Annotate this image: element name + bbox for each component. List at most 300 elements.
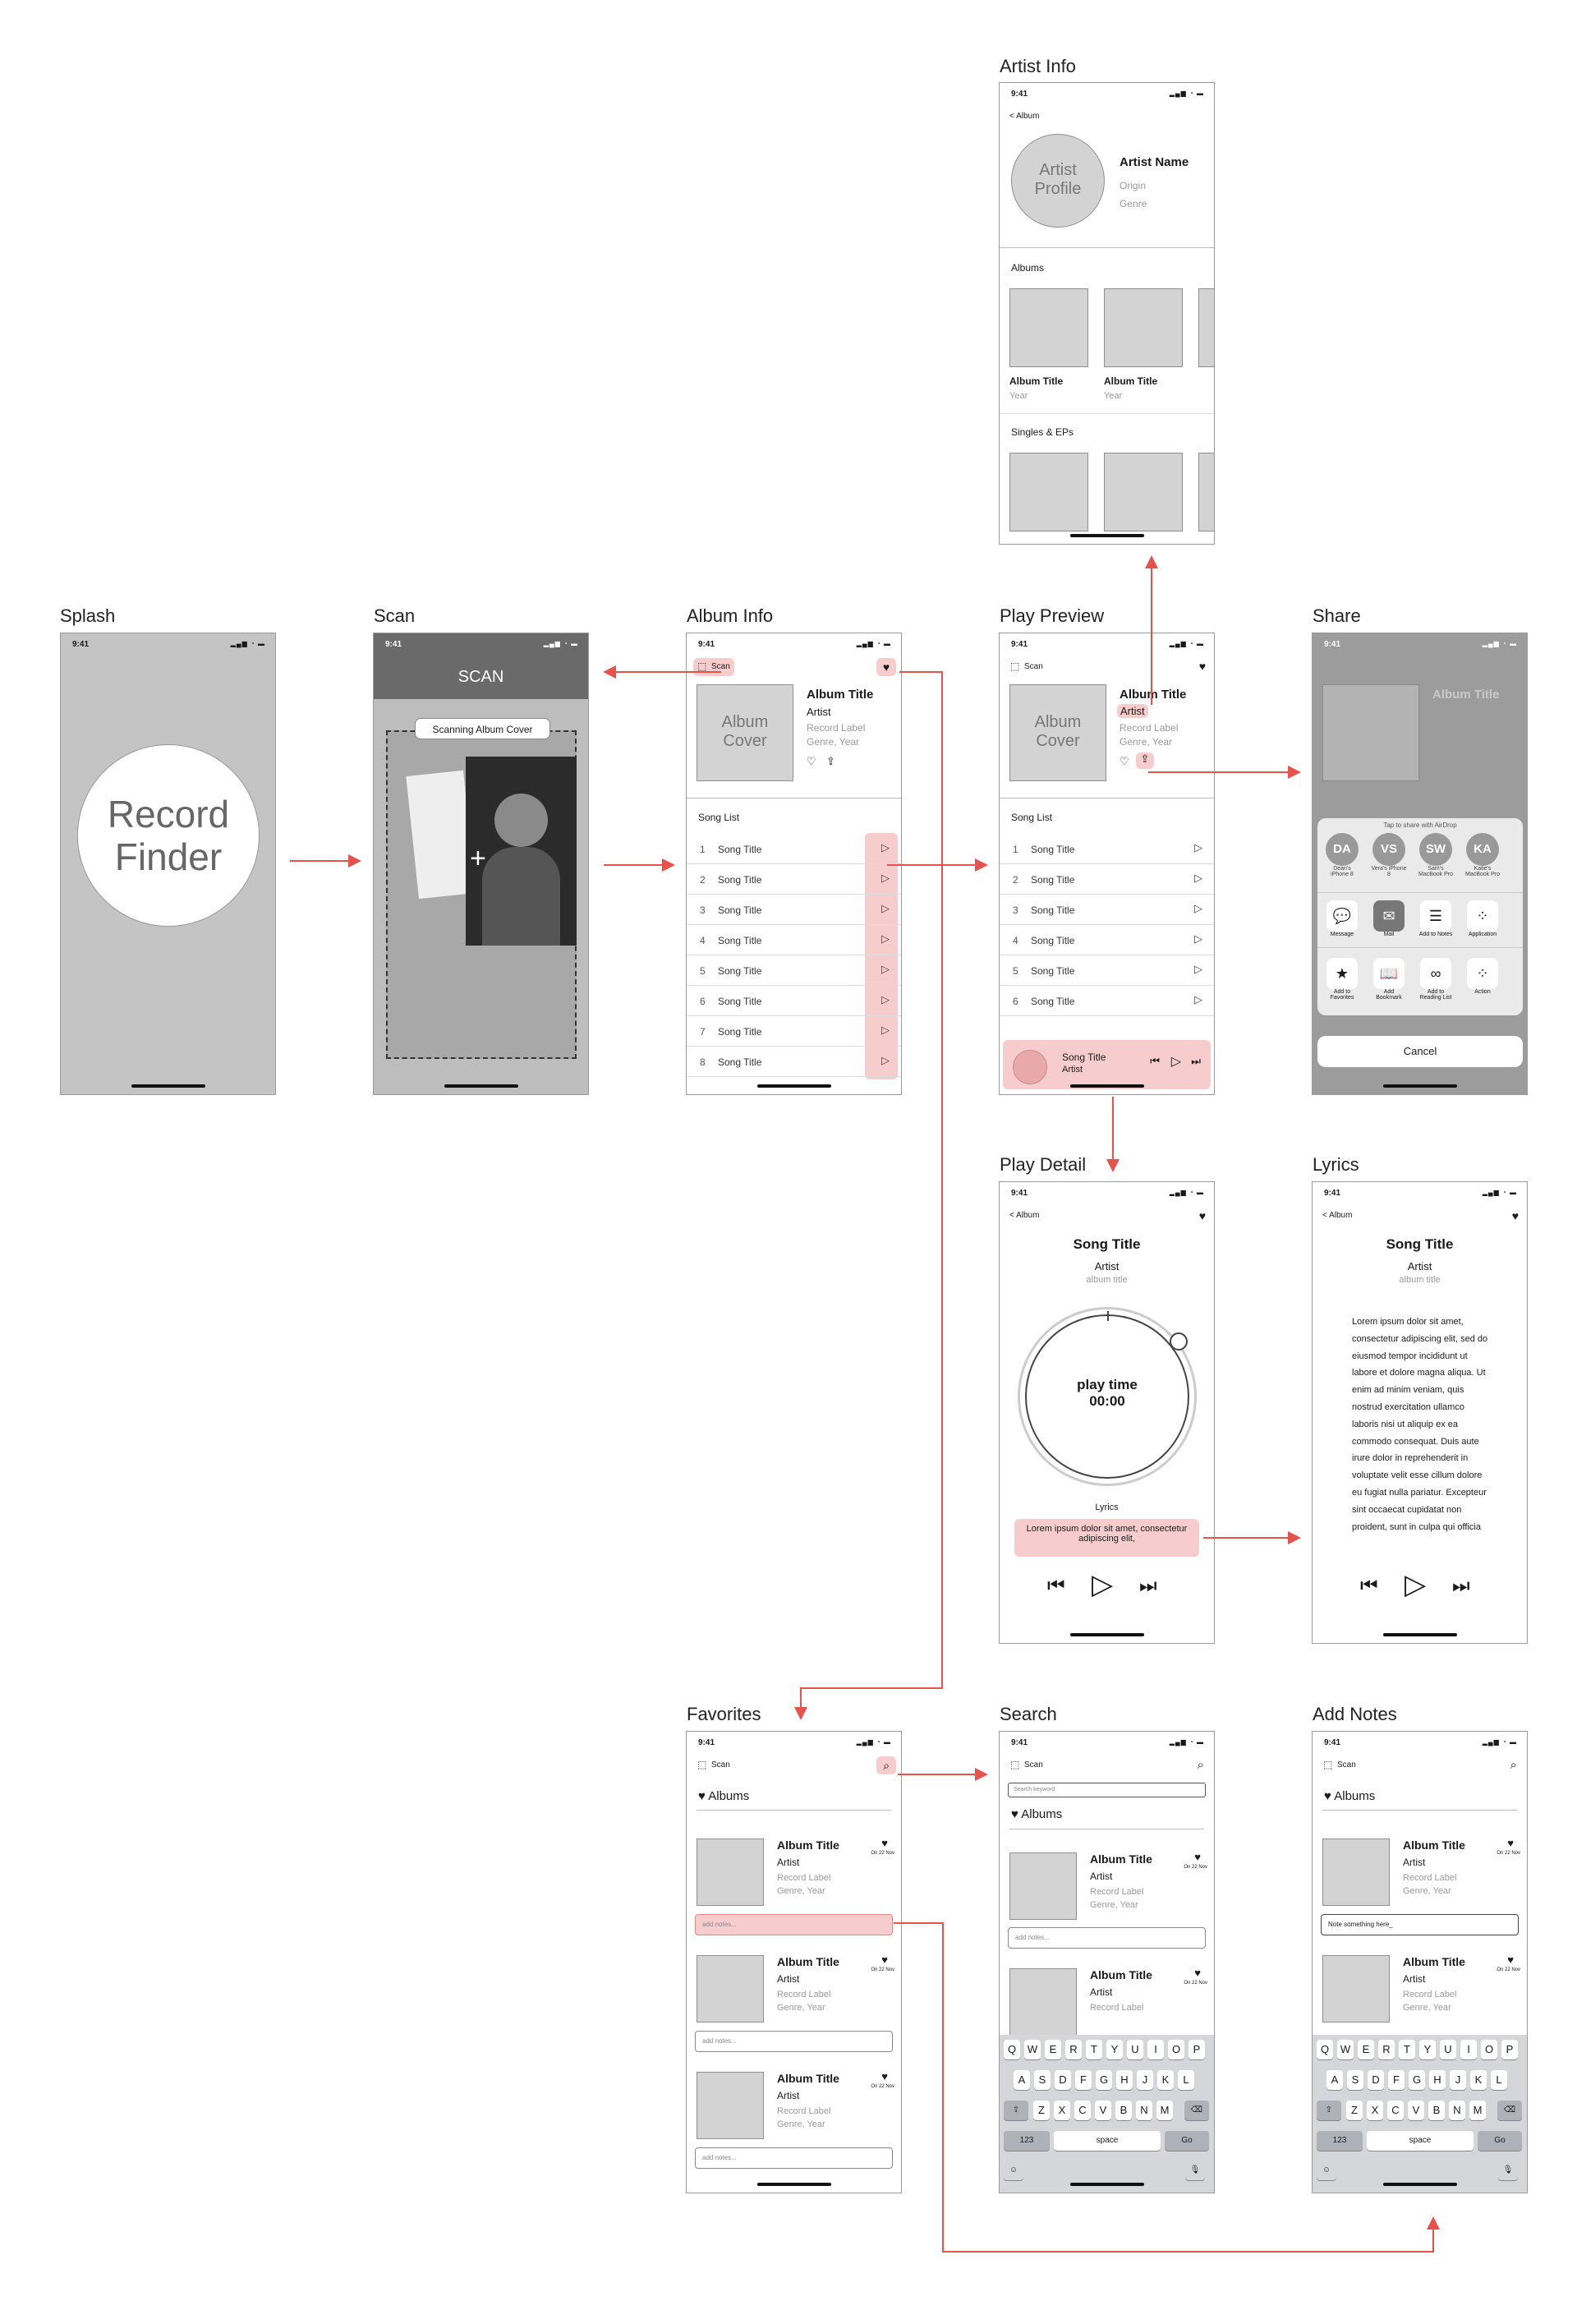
album-title: Album Title: [1104, 375, 1158, 387]
key-h[interactable]: H: [1429, 2070, 1446, 2090]
status-icons: ▂▄▆ ◔ ▬: [543, 640, 578, 647]
status-time: 9:41: [1324, 1738, 1341, 1747]
key-x[interactable]: X: [1367, 2101, 1383, 2120]
shift-key[interactable]: ⇧: [1317, 2101, 1341, 2120]
song-row[interactable]: 4 Song Title ▷: [1000, 924, 1214, 955]
song-row[interactable]: 7 Song Title ▷: [687, 1015, 901, 1047]
album-title: Album Title: [1090, 1852, 1152, 1866]
favorites-header: [1011, 1807, 1062, 1821]
home-indicator: [1070, 2183, 1144, 2186]
album-thumb[interactable]: [697, 2072, 764, 2139]
home-indicator: [1383, 2183, 1457, 2186]
key-i[interactable]: I: [1147, 2040, 1164, 2059]
album-thumb[interactable]: [1198, 288, 1215, 367]
single-thumb[interactable]: [1104, 453, 1183, 532]
add-notes-field[interactable]: add notes...: [695, 2031, 893, 2052]
play-preview-screen: [999, 633, 1215, 1095]
key-s[interactable]: S: [1347, 2070, 1363, 2090]
key-o[interactable]: O: [1168, 2040, 1184, 2059]
share-app[interactable]: [1371, 900, 1407, 937]
label-search: Search: [1000, 1704, 1057, 1724]
share-app[interactable]: [1324, 900, 1360, 937]
mail-icon: ✉: [1373, 900, 1405, 932]
home-indicator: [1070, 1084, 1144, 1088]
splash-logo: [77, 744, 260, 927]
favorite-heart-icon[interactable]: ♥: [881, 2070, 888, 2082]
cancel-button[interactable]: Cancel: [1317, 1036, 1523, 1067]
key-w[interactable]: W: [1337, 2040, 1354, 2059]
shift-key[interactable]: ⇧: [1004, 2101, 1028, 2120]
song-row[interactable]: 8 Song Title ▷: [687, 1046, 901, 1077]
scan-viewfinder[interactable]: [386, 730, 577, 1059]
key-p[interactable]: P: [1188, 2040, 1205, 2059]
next-icon[interactable]: ⏭: [1139, 1575, 1157, 1597]
album-thumb[interactable]: [697, 1838, 764, 1906]
next-icon[interactable]: ⏭: [1452, 1575, 1470, 1597]
song-row[interactable]: 6 Song Title ▷: [1000, 985, 1214, 1016]
key-a[interactable]: A: [1014, 2070, 1030, 2090]
progress-start-mark: [1107, 1311, 1109, 1321]
album-title: Album Title: [1120, 688, 1187, 702]
divider: [1000, 413, 1214, 414]
record-label: Record Label: [777, 2106, 831, 2116]
album-thumb[interactable]: [697, 1955, 764, 2023]
status-icons: ▂▄▆ ◔ ▬: [856, 1738, 891, 1746]
song-row[interactable]: 1 Song Title ▷: [687, 833, 901, 864]
song-row[interactable]: 2 Song Title ▷: [687, 863, 901, 895]
genre-year: Genre, Year: [1120, 736, 1173, 748]
record-label: Record Label: [1090, 1887, 1144, 1897]
key-k[interactable]: K: [1157, 2070, 1174, 2090]
next-icon[interactable]: ⏭: [1191, 1055, 1201, 1067]
key-u[interactable]: U: [1127, 2040, 1143, 2059]
albums-heading: Albums: [1011, 262, 1045, 274]
scan-button[interactable]: [1006, 658, 1047, 676]
scan-button[interactable]: [693, 658, 734, 676]
label-lyrics: Lyrics: [1313, 1154, 1359, 1175]
play-icon: ▷: [881, 902, 890, 914]
add-notes-field[interactable]: add notes...: [1008, 1927, 1206, 1949]
favorite-date: On 22 Nov: [1184, 1865, 1207, 1870]
share-screen: [1312, 633, 1528, 1095]
share-app[interactable]: [1464, 900, 1501, 937]
play-icon: ▷: [1194, 963, 1202, 975]
favorite-date: On 22 Nov: [871, 2084, 894, 2089]
key-a[interactable]: A: [1326, 2070, 1343, 2090]
heart-icon: ♥: [698, 1789, 706, 1803]
play-time-value: 00:00: [1089, 1393, 1125, 1409]
numbers-key[interactable]: 123: [1317, 2131, 1363, 2151]
album-artist[interactable]: Artist: [807, 706, 831, 718]
key-f[interactable]: F: [1075, 2070, 1092, 2090]
share-action[interactable]: [1371, 958, 1407, 1001]
key-o[interactable]: O: [1481, 2040, 1497, 2059]
singles-heading: Singles & EPs: [1011, 426, 1074, 438]
song-row[interactable]: 5 Song Title ▷: [687, 955, 901, 986]
key-k[interactable]: K: [1470, 2070, 1487, 2090]
song-row[interactable]: 2 Song Title ▷: [1000, 863, 1214, 895]
song-list-title: Song List: [698, 812, 740, 823]
key-z[interactable]: Z: [1033, 2101, 1050, 2120]
album-artist: Artist: [1090, 1871, 1113, 1882]
song-album: album title: [1399, 1275, 1441, 1285]
key-d[interactable]: D: [1368, 2070, 1384, 2090]
song-row[interactable]: 1 Song Title ▷: [1000, 833, 1214, 864]
label-share: Share: [1313, 605, 1361, 626]
keyboard: [1000, 2035, 1214, 2193]
progress-ring[interactable]: [1018, 1307, 1197, 1486]
label-favorites: Favorites: [687, 1704, 761, 1724]
key-n[interactable]: N: [1136, 2101, 1152, 2120]
song-row[interactable]: 3 Song Title ▷: [1000, 894, 1214, 925]
status-icons: ▂▄▆ ◔ ▬: [1482, 1738, 1517, 1746]
key-l[interactable]: L: [1491, 2070, 1507, 2090]
previous-icon[interactable]: ⏮: [1150, 1055, 1160, 1067]
album-artist: Artist: [1403, 1973, 1426, 1985]
key-u[interactable]: U: [1440, 2040, 1456, 2059]
key-y[interactable]: Y: [1419, 2040, 1436, 2059]
album-title: Album Title: [777, 1838, 839, 1852]
key-p[interactable]: P: [1501, 2040, 1518, 2059]
album-artist[interactable]: Artist: [1117, 704, 1148, 718]
previous-icon[interactable]: ⏮: [1360, 1575, 1378, 1597]
single-thumb[interactable]: [1198, 453, 1215, 532]
album-thumb[interactable]: [1009, 1968, 1077, 2036]
key-j[interactable]: J: [1450, 2070, 1466, 2090]
favorite-heart-icon[interactable]: ♥: [876, 658, 896, 676]
scan-button-label: Scan: [1024, 662, 1043, 671]
microphone-icon[interactable]: 🎙: [1498, 2161, 1518, 2180]
like-icon[interactable]: ♡: [807, 755, 816, 767]
genre-year: Genre, Year: [777, 2119, 825, 2129]
genre-year: Genre, Year: [777, 1886, 825, 1896]
scan-icon: ⬚: [1323, 1759, 1333, 1770]
key-q[interactable]: Q: [1004, 2040, 1020, 2059]
play-icon: ▷: [1194, 872, 1202, 884]
profile-line1: Artist: [1039, 161, 1077, 179]
add-notes-field[interactable]: add notes...: [695, 2147, 893, 2169]
record-label: Record Label: [1090, 2003, 1144, 2013]
home-indicator: [1383, 1633, 1457, 1636]
album-thumb[interactable]: [1322, 1838, 1390, 1906]
song-row[interactable]: 6 Song Title ▷: [687, 985, 901, 1016]
status-time: 9:41: [1011, 1738, 1028, 1747]
album-year: Year: [1104, 391, 1123, 401]
home-indicator: [444, 1084, 518, 1088]
album-thumb[interactable]: [1322, 1955, 1390, 2023]
keyboard: [1313, 2035, 1527, 2193]
favorite-heart-icon[interactable]: ♥: [1198, 1209, 1206, 1222]
song-list-title: Song List: [1011, 812, 1053, 823]
album-thumb[interactable]: [1009, 288, 1088, 367]
airdrop-contact[interactable]: [1324, 833, 1360, 877]
song-row[interactable]: 5 Song Title ▷: [1000, 955, 1214, 986]
divider: [1322, 1810, 1517, 1811]
key-h[interactable]: H: [1116, 2070, 1133, 2090]
key-j[interactable]: J: [1137, 2070, 1153, 2090]
artist-genre: Genre: [1120, 198, 1147, 209]
status-icons: ▂▄▆ ◔ ▬: [1169, 1738, 1204, 1746]
favorites-header: [698, 1789, 749, 1803]
song-artist: Artist: [1407, 1260, 1432, 1272]
share-action[interactable]: [1418, 958, 1454, 1001]
status-time: 9:41: [385, 640, 402, 649]
genre-year: Genre, Year: [1403, 2003, 1451, 2013]
previous-icon[interactable]: ⏮: [1047, 1575, 1065, 1597]
artist-profile-image: [1011, 134, 1105, 228]
contact-name: Dean's iPhone 8: [1331, 866, 1354, 877]
scan-icon: ⬚: [1010, 660, 1020, 672]
share-action[interactable]: [1324, 958, 1360, 1001]
progress-knob[interactable]: [1170, 1332, 1188, 1351]
play-icon: ▷: [881, 993, 890, 1006]
notes-icon: ☰: [1420, 900, 1451, 932]
play-icon: ▷: [881, 1054, 890, 1066]
key-v[interactable]: V: [1408, 2101, 1424, 2120]
splash-title-1: Record: [107, 793, 230, 835]
album-year: Year: [1009, 391, 1028, 401]
key-s[interactable]: S: [1034, 2070, 1051, 2090]
favorites-header-label: Albums: [1021, 1807, 1063, 1821]
scan-icon: ⬚: [697, 1759, 707, 1770]
album-cover-line2: Cover: [1036, 732, 1080, 750]
add-notes-field[interactable]: add notes...: [695, 1914, 893, 1935]
search-icon[interactable]: ⌕: [1197, 1758, 1204, 1772]
album-cover: [697, 684, 793, 781]
favorite-heart-icon[interactable]: ♥: [1507, 1954, 1514, 1966]
mini-player-art: [1013, 1050, 1047, 1084]
mini-player-artist: Artist: [1062, 1065, 1083, 1075]
label-album-info: Album Info: [687, 605, 774, 626]
application-icon: ⁘: [1467, 900, 1498, 932]
album-thumb[interactable]: [1009, 1852, 1077, 1920]
share-icon[interactable]: ⇪: [826, 755, 835, 767]
key-e[interactable]: E: [1358, 2040, 1374, 2059]
favorite-heart-icon[interactable]: ♥: [881, 1837, 888, 1849]
share-icon[interactable]: ⇪: [1136, 752, 1154, 769]
genre-year: Genre, Year: [1090, 1900, 1138, 1910]
key-n[interactable]: N: [1449, 2101, 1465, 2120]
record-label: Record Label: [1120, 722, 1179, 734]
label-splash: Splash: [60, 605, 116, 626]
airdrop-contact[interactable]: [1464, 833, 1501, 877]
mini-player[interactable]: [1003, 1040, 1211, 1089]
key-r[interactable]: R: [1065, 2040, 1082, 2059]
record-label: Record Label: [777, 1873, 831, 1883]
favorites-header-label: Albums: [708, 1789, 750, 1803]
scan-button[interactable]: [1006, 1756, 1047, 1774]
contact-avatar: VS: [1372, 833, 1405, 866]
splash-screen: [60, 633, 276, 1095]
scan-button-label: Scan: [711, 662, 730, 671]
status-time: 9:41: [698, 1738, 715, 1747]
status-time: 9:41: [698, 640, 715, 649]
go-key[interactable]: Go: [1165, 2131, 1209, 2151]
record-label: Record Label: [1403, 1873, 1457, 1883]
key-t[interactable]: T: [1399, 2040, 1415, 2059]
play-icon[interactable]: ▷: [1092, 1569, 1114, 1600]
app-label: Message: [1330, 932, 1354, 937]
share-app[interactable]: [1418, 900, 1454, 937]
key-c[interactable]: C: [1387, 2101, 1404, 2120]
action-label: Action: [1474, 989, 1491, 995]
lyrics-body: Lorem ipsum dolor sit amet, consectetur adipiscing elit, sed do eiusmod tempor incididunt ut labore et dolore magna aliqua. Ut enim ad minim veniam, quis nostrud exercitation ullamco laboris nisi ut aliquip ex ea commodo consequat. Duis aute irure dolor in reprehenderit in voluptate velit esse cillum dolore eu fugiat nulla pariatur. Excepteur sint occaecat cupidatat non proident, sunt in culpa qui officia: [1352, 1317, 1488, 1532]
label-play-preview: Play Preview: [1000, 605, 1105, 626]
note-input[interactable]: Note something here_: [1321, 1914, 1519, 1935]
splash-title-2: Finder: [114, 835, 223, 878]
share-action[interactable]: [1464, 958, 1501, 995]
home-indicator: [757, 2183, 831, 2186]
play-icon: ▷: [881, 1024, 890, 1036]
key-b[interactable]: B: [1115, 2101, 1132, 2120]
search-icon[interactable]: ⌕: [876, 1756, 896, 1774]
favorite-heart-icon[interactable]: ♥: [1511, 1209, 1519, 1222]
label-add-notes: Add Notes: [1313, 1704, 1397, 1724]
scan-button[interactable]: [1319, 1756, 1360, 1774]
status-time: 9:41: [1011, 640, 1028, 649]
song-title: Song Title: [1386, 1236, 1454, 1252]
play-icon: ▷: [881, 963, 890, 975]
backspace-key[interactable]: ⌫: [1497, 2101, 1522, 2120]
search-screen: [999, 1731, 1215, 2193]
single-thumb[interactable]: [1009, 453, 1088, 532]
status-time: 9:41: [1011, 1189, 1028, 1198]
record-label: Record Label: [1403, 1990, 1457, 2000]
record-label: Record Label: [777, 1990, 831, 2000]
favorites-screen: [686, 1731, 902, 2193]
heart-icon: ♥: [1324, 1789, 1331, 1803]
status-icons: ▂▄▆ ◔ ▬: [1482, 640, 1517, 647]
space-key[interactable]: space: [1367, 2131, 1474, 2151]
label-artist-info: Artist Info: [1000, 56, 1076, 76]
divider: [1317, 892, 1523, 893]
key-e[interactable]: E: [1045, 2040, 1061, 2059]
key-r[interactable]: R: [1378, 2040, 1395, 2059]
favorite-date: On 22 Nov: [1497, 1967, 1520, 1972]
contact-avatar: DA: [1326, 833, 1359, 866]
scan-button-label: Scan: [1024, 1760, 1043, 1769]
album-artist: Artist: [777, 2090, 800, 2101]
key-w[interactable]: W: [1024, 2040, 1041, 2059]
song-album: album title: [1086, 1275, 1128, 1285]
back-button[interactable]: < Album: [1009, 1211, 1040, 1220]
back-button[interactable]: < Album: [1009, 112, 1040, 121]
key-q[interactable]: Q: [1317, 2040, 1333, 2059]
favorite-heart-icon[interactable]: ♥: [881, 1954, 888, 1966]
go-key[interactable]: Go: [1478, 2131, 1522, 2151]
favorite-date: On 22 Nov: [1184, 1981, 1207, 1986]
album-artist: Artist: [777, 1857, 800, 1868]
album-title: Album Title: [777, 1955, 839, 1968]
search-input[interactable]: Search keyword: [1008, 1783, 1206, 1797]
favorite-date: On 22 Nov: [871, 1967, 894, 1972]
microphone-icon[interactable]: 🎙: [1185, 2161, 1205, 2180]
back-button[interactable]: < Album: [1322, 1211, 1353, 1220]
numbers-key[interactable]: 123: [1004, 2131, 1050, 2151]
album-cover-line1: Album: [721, 713, 769, 731]
favorite-date: On 22 Nov: [871, 1851, 894, 1856]
favorite-heart-icon[interactable]: ♥: [1198, 660, 1206, 673]
backspace-key[interactable]: ⌫: [1184, 2101, 1209, 2120]
play-icon: ▷: [1194, 841, 1202, 854]
song-row[interactable]: 4 Song Title ▷: [687, 924, 901, 955]
emoji-icon[interactable]: ☺: [1004, 2161, 1023, 2180]
glasses-icon: ∞: [1420, 958, 1451, 989]
scan-button[interactable]: [693, 1756, 734, 1774]
key-y[interactable]: Y: [1106, 2040, 1123, 2059]
favorites-header-label: Albums: [1334, 1789, 1376, 1803]
key-d[interactable]: D: [1055, 2070, 1071, 2090]
key-v[interactable]: V: [1095, 2101, 1111, 2120]
action-icon: ⁘: [1467, 958, 1498, 989]
play-icon: ▷: [881, 872, 890, 884]
scan-icon: ⬚: [1010, 1759, 1020, 1770]
key-m[interactable]: M: [1469, 2101, 1486, 2120]
status-time: 9:41: [1011, 90, 1028, 99]
profile-line2: Profile: [1034, 180, 1082, 198]
contact-name: Vera's iPhone 8: [1371, 866, 1407, 877]
airdrop-contact[interactable]: [1371, 833, 1407, 877]
action-label: Add Bookmark: [1376, 989, 1402, 1001]
album-cover-dimmed: [1322, 684, 1419, 781]
key-l[interactable]: L: [1178, 2070, 1194, 2090]
play-icon[interactable]: ▷: [1405, 1569, 1427, 1600]
airdrop-contact[interactable]: [1418, 833, 1454, 877]
add-notes-screen: [1312, 1731, 1528, 2193]
portrait-face: [494, 794, 548, 847]
space-key[interactable]: space: [1054, 2131, 1161, 2151]
divider: [1000, 247, 1214, 248]
song-row[interactable]: 3 Song Title ▷: [687, 894, 901, 925]
status-icons: ▂▄▆ ◔ ▬: [856, 640, 891, 647]
favorite-heart-icon[interactable]: ♥: [1194, 1967, 1201, 1979]
album-cover-line2: Cover: [723, 732, 767, 750]
lyrics-snippet[interactable]: Lorem ipsum dolor sit amet, consectetur adipiscing elit,: [1014, 1519, 1199, 1557]
crosshair-icon: +: [470, 843, 486, 874]
status-time: 9:41: [72, 640, 90, 649]
search-icon[interactable]: ⌕: [1510, 1758, 1517, 1772]
bookmark-icon: 📖: [1373, 958, 1405, 989]
key-g[interactable]: G: [1409, 2070, 1425, 2090]
contact-avatar: KA: [1466, 833, 1499, 866]
key-m[interactable]: M: [1156, 2101, 1173, 2120]
key-t[interactable]: T: [1086, 2040, 1102, 2059]
genre-year: Genre, Year: [807, 736, 860, 748]
key-z[interactable]: Z: [1346, 2101, 1363, 2120]
emoji-icon[interactable]: ☺: [1317, 2161, 1336, 2180]
key-f[interactable]: F: [1388, 2070, 1405, 2090]
key-x[interactable]: X: [1054, 2101, 1070, 2120]
play-icon[interactable]: ▷: [1170, 1055, 1181, 1069]
heart-icon: ♥: [1011, 1807, 1018, 1821]
key-b[interactable]: B: [1428, 2101, 1445, 2120]
home-indicator: [131, 1084, 205, 1088]
album-title: Album Title: [1432, 688, 1500, 702]
like-icon[interactable]: ♡: [1120, 755, 1129, 767]
album-artist: Artist: [1090, 1986, 1113, 1998]
album-title: Album Title: [777, 2072, 839, 2085]
key-i[interactable]: I: [1460, 2040, 1477, 2059]
album-cover-line1: Album: [1034, 713, 1082, 731]
album-thumb[interactable]: [1104, 288, 1183, 367]
key-g[interactable]: G: [1096, 2070, 1112, 2090]
favorite-heart-icon[interactable]: ♥: [1194, 1851, 1201, 1863]
play-icon: ▷: [1194, 932, 1202, 945]
album-title: Album Title: [807, 688, 874, 702]
favorite-heart-icon[interactable]: ♥: [1507, 1837, 1514, 1849]
key-c[interactable]: C: [1074, 2101, 1091, 2120]
album-title: Album Title: [1009, 375, 1064, 387]
